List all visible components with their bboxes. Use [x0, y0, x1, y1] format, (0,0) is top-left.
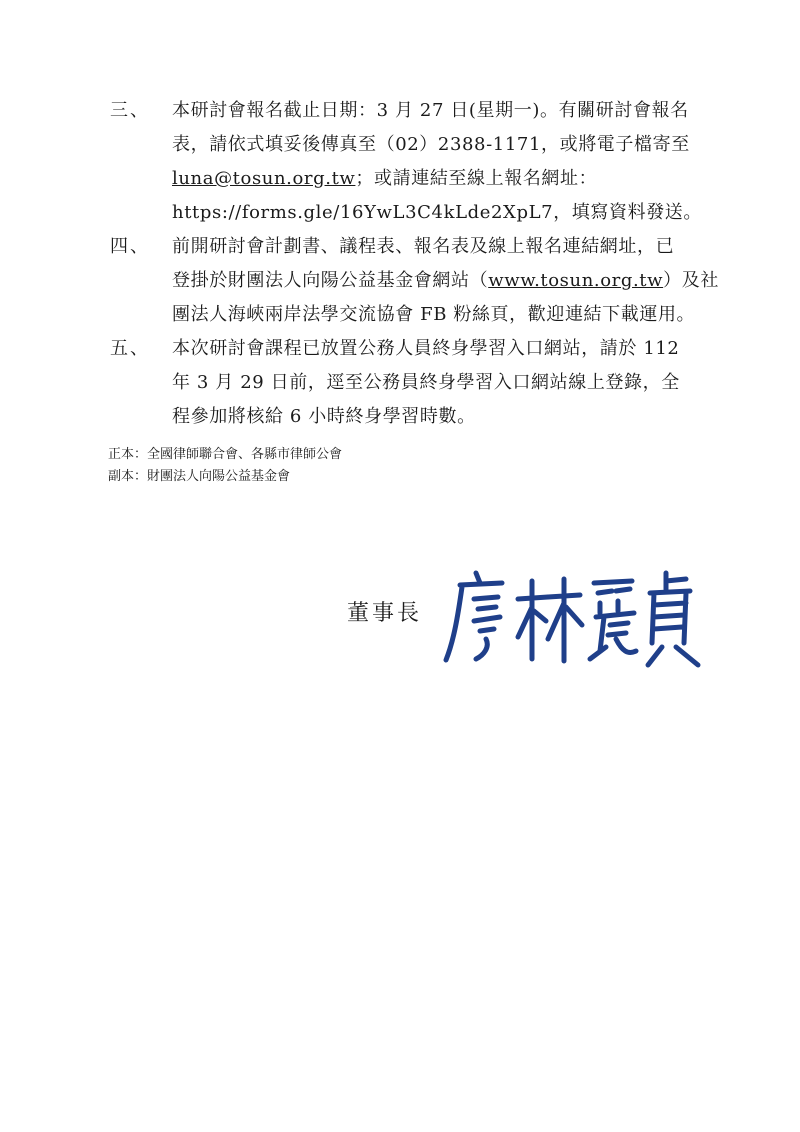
website-link[interactable]: www.tosun.org.tw [488, 270, 664, 291]
registration-url: https://forms.gle/16YwL3C4kLde2XpL7，填寫資料發送。 [172, 202, 702, 223]
handwritten-signature [440, 555, 720, 675]
item-number: 三、 [110, 100, 150, 121]
item-number: 四、 [110, 236, 150, 257]
distribution-main: 正本：全國律師聯合會、各縣市律師公會 [108, 447, 343, 462]
item-line: 本研討會報名截止日期：3 月 27 日(星期一)。有關研討會報名 [172, 100, 689, 121]
item-number: 五、 [110, 338, 150, 359]
item-line-text: ）及社 [663, 270, 719, 291]
item-five [110, 332, 720, 434]
item-line: 本次研討會課程已放置公務人員終身學習入口網站，請於 112 [172, 338, 680, 359]
item-line: 前開研討會計劃書、議程表、報名表及線上報名連結網址，已 [172, 236, 675, 257]
item-line: 團法人海峽兩岸法學交流協會 FB 粉絲頁，歡迎連結下載運用。 [172, 304, 696, 325]
signatory-title: 董事長 [347, 601, 423, 626]
item-three [110, 94, 720, 230]
item-line-text: 登掛於財團法人向陽公益基金會網站（ [172, 270, 489, 291]
item-line [172, 162, 720, 196]
email-link[interactable]: luna@tosun.org.tw [172, 168, 356, 189]
item-line: 年 3 月 29 日前，逕至公務員終身學習入口網站線上登錄，全 [172, 372, 680, 393]
item-line: 表，請依式填妥後傳真至（02）2388-1171，或將電子檔寄至 [172, 134, 690, 155]
item-line [172, 264, 720, 298]
item-line: 程參加將核給 6 小時終身學習時數。 [172, 406, 476, 427]
distribution-copy: 副本：財團法人向陽公益基金會 [108, 469, 291, 484]
item-four [110, 230, 720, 332]
item-line-text: ；或請連結至線上報名網址： [355, 168, 598, 189]
